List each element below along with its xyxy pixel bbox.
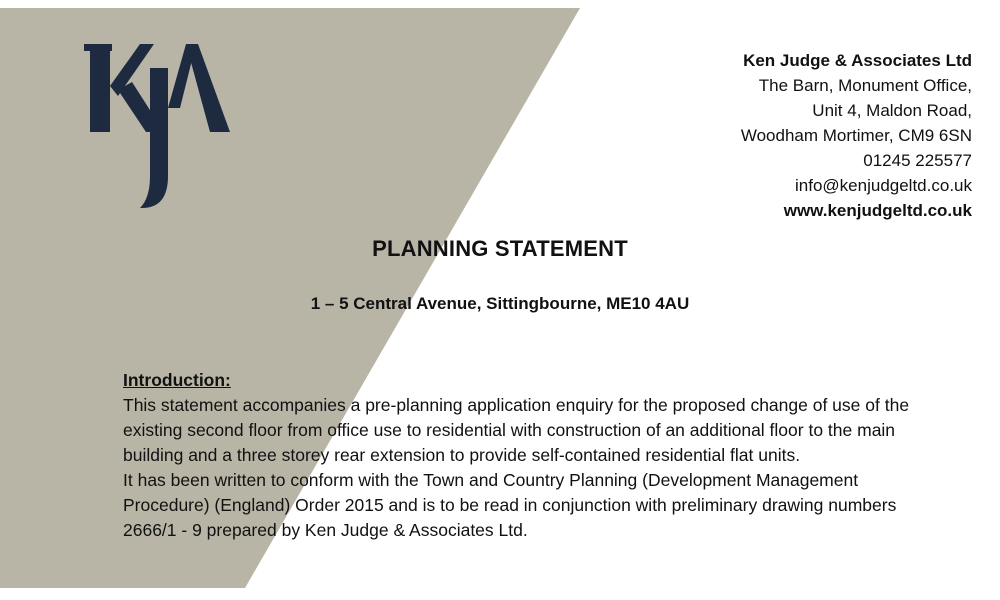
logo-j-stem xyxy=(150,68,168,178)
phone-number: 01245 225577 xyxy=(863,151,972,170)
address-line-3: Woodham Mortimer, CM9 6SN xyxy=(740,126,972,145)
logo-k-stem xyxy=(90,44,110,132)
kja-monogram-icon xyxy=(82,38,232,213)
company-name: Ken Judge & Associates Ltd xyxy=(743,51,972,70)
email-address: info@kenjudgeltd.co.uk xyxy=(795,176,972,195)
address-line-2: Unit 4, Maldon Road, xyxy=(812,101,972,120)
logo-j-hook xyxy=(140,176,168,208)
introduction-section xyxy=(123,368,913,543)
introduction-heading: Introduction: xyxy=(123,370,231,390)
company-letterhead xyxy=(741,48,972,223)
address-line-1: The Barn, Monument Office, xyxy=(758,76,972,95)
document-title: PLANNING STATEMENT xyxy=(372,236,628,261)
logo-a-right xyxy=(186,44,230,132)
logo-k-serif xyxy=(84,44,112,51)
website: www.kenjudgeltd.co.uk xyxy=(783,201,972,220)
site-address: 1 – 5 Central Avenue, Sittingbourne, ME10 4AU xyxy=(310,294,690,313)
introduction-paragraph-1: This statement accompanies a pre-planning application enquiry for the proposed change of use of the existing second floor from office use to residential with construction of an additional floor to the main building and a three storey rear extension to provide self-contained residential flat units. xyxy=(123,395,910,465)
introduction-paragraph-2: It has been written to conform with the Town and Country Planning (Development Management Procedure) (England) Order 2015 and is to be read in conjunction with preliminary drawing numbers 2666/1 - 9 prepared by Ken Judge & Associates Ltd. xyxy=(123,470,897,540)
